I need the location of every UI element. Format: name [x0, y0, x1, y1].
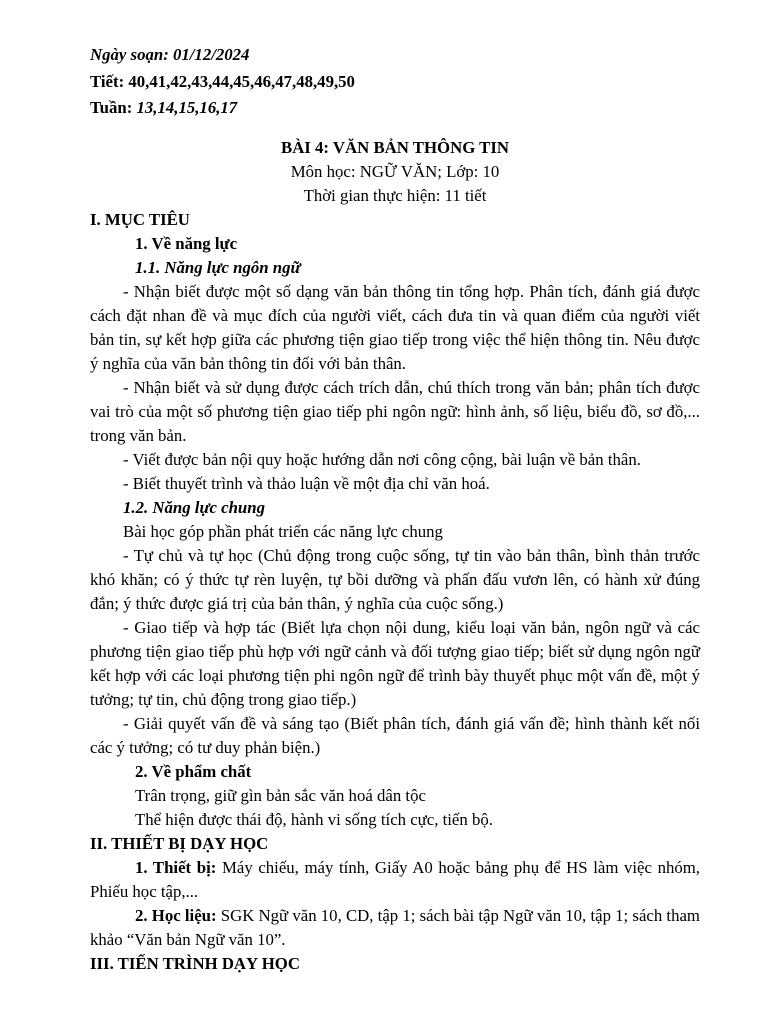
paragraph-general-intro: Bài học góp phần phát triển các năng lực chung	[123, 521, 443, 541]
paragraph-writing: - Viết được bản nội quy hoặc hướng dẫn nơi công cộng, bài luận về bản thân.	[123, 449, 641, 469]
materials-text: SGK Ngữ văn 10, CD, tập 1; sách bài tập Ngữ văn 10, tập 1; sách tham khảo “Văn bản Ngữ văn 10”.	[90, 905, 700, 949]
paragraph-culture: Trân trọng, giữ gìn bản sắc văn hoá dân tộc	[135, 785, 426, 805]
paragraph-self-study: - Tự chủ và tự học (Chủ động trong cuộc sống, tự tin vào bản thân, bình thản trước khó khăn; có ý thức tự rèn luyện, tự bồi dưỡng và phấn đấu vươn lên, có hành xử đúng đắn; ý thức được giá trị của bản thân, ý nghĩa của cuộc sống.)	[90, 545, 700, 613]
general-competence-heading: 1.2. Năng lực chung	[123, 497, 265, 517]
paragraph-presentation: - Biết thuyết trình và thảo luận về một địa chỉ văn hoá.	[123, 473, 490, 493]
section-equipment-heading: II. THIẾT BỊ DẠY HỌC	[90, 833, 269, 853]
lesson-header	[90, 136, 700, 208]
periods-label: Tiết:	[90, 71, 125, 91]
section-process-heading: III. TIẾN TRÌNH DẠY HỌC	[90, 953, 300, 973]
lesson-title: BÀI 4: VĂN BẢN THÔNG TIN	[281, 137, 509, 157]
paragraph-attitude: Thể hiện được thái độ, hành vi sống tích cực, tiến bộ.	[135, 809, 493, 829]
competence-heading: 1. Về năng lực	[135, 233, 238, 253]
materials-item	[90, 904, 700, 952]
weeks-label: Tuần:	[90, 98, 133, 117]
paragraph-communication: - Giao tiếp và hợp tác (Biết lựa chọn nội dung, kiểu loại văn bản, ngôn ngữ và các phương tiện giao tiếp phù hợp với ngữ cảnh và đối tượng giao tiếp; biết sử dụng ngôn ngữ kết hợp với các loại phương tiện phi ngôn ngữ để trình bày thuyết phục một vấn đề, một ý tưởng; tự tin, chủ động trong giao tiếp.)	[90, 617, 700, 709]
periods-value: 40,41,42,43,44,45,46,47,48,49,50	[128, 71, 355, 91]
section-objectives-heading: I. MỤC TIÊU	[90, 209, 190, 229]
lesson-subject: Môn học: NGỮ VĂN; Lớp: 10	[290, 161, 500, 181]
preparation-date	[90, 42, 700, 69]
paragraph-citation: - Nhận biết và sử dụng được cách trích dẫn, chú thích trong văn bản; phân tích được vai trò của một số phương tiện giao tiếp phi ngôn ngữ: hình ảnh, số liệu, biểu đồ, sơ đồ,... trong văn bản.	[90, 377, 700, 445]
date-value: 01/12/2024	[172, 45, 250, 64]
materials-label: 2. Học liệu:	[135, 905, 217, 925]
equipment-text: Máy chiếu, máy tính, Giấy A0 hoặc bảng phụ để HS làm việc nhóm, Phiếu học tập,...	[90, 857, 700, 901]
periods-line	[90, 69, 700, 96]
equipment-item	[90, 856, 700, 904]
paragraph-text-types: - Nhận biết được một số dạng văn bản thông tin tổng hợp. Phân tích, đánh giá được cách đặt nhan đề và mục đích của người viết, cách đưa tin và quan điểm của người viết bản tin, sự kết hợp giữa các phương tiện giao tiếp trong việc thể hiện thông tin. Nêu được ý nghĩa của văn bản thông tin đối với bản thân.	[90, 281, 700, 373]
date-label: Ngày soạn:	[90, 45, 169, 64]
qualities-heading: 2. Về phẩm chất	[135, 761, 252, 781]
paragraph-problem-solving: - Giải quyết vấn đề và sáng tạo (Biết phân tích, đánh giá vấn đề; hình thành kết nối các ý tưởng; có tư duy phản biện.)	[90, 713, 700, 757]
lesson-duration: Thời gian thực hiện: 11 tiết	[303, 185, 487, 205]
weeks-line	[90, 95, 700, 122]
weeks-value: 13,14,15,16,17	[136, 98, 238, 117]
language-competence-heading: 1.1. Năng lực ngôn ngữ	[135, 257, 301, 277]
equipment-label: 1. Thiết bị:	[135, 857, 217, 877]
